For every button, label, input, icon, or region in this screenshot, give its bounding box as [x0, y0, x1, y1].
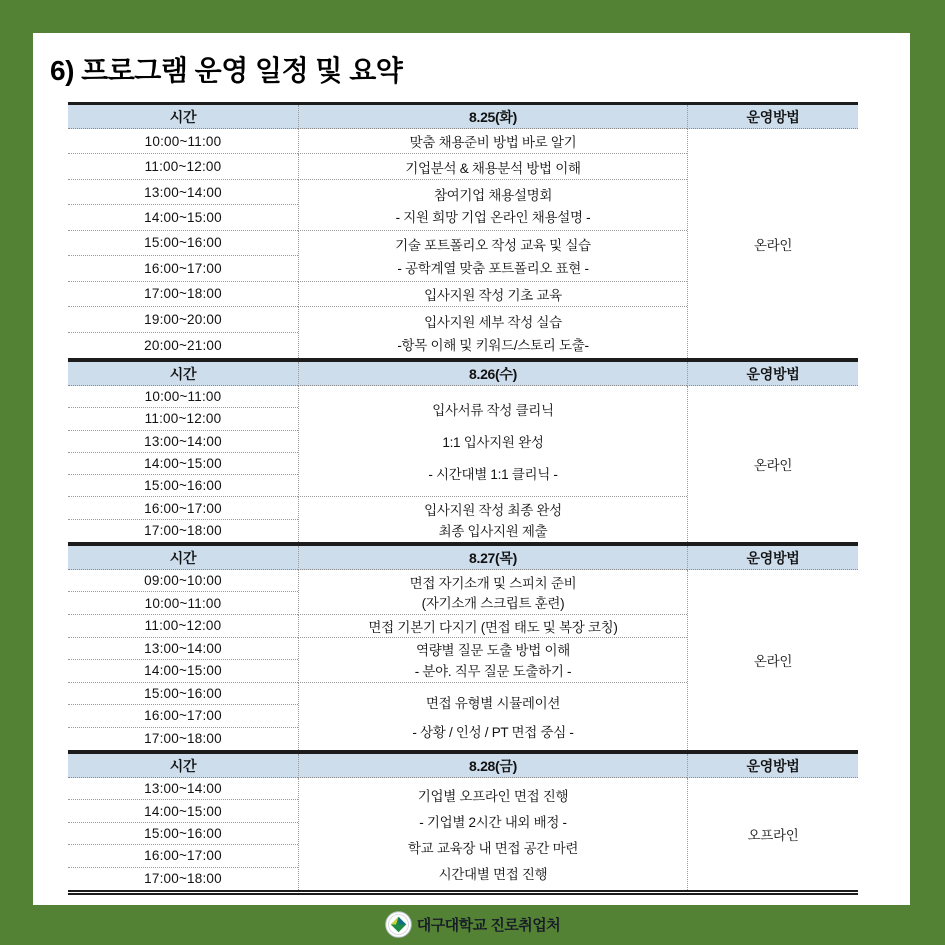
time-cell: 17:00~18:00	[144, 871, 222, 887]
time-cell: 09:00~10:00	[68, 570, 298, 592]
content-group	[298, 386, 687, 497]
time-cell: 16:00~17:00	[68, 497, 298, 519]
header-time-label: 시간	[68, 754, 298, 778]
content-line: 입사지원 작성 최종 완성	[424, 503, 562, 519]
header-method-label: 운영방법	[687, 546, 858, 570]
content-line: (자기소개 스크립트 훈련)	[421, 596, 565, 612]
time-cell: 15:00~16:00	[68, 683, 298, 705]
slide-content	[33, 33, 910, 905]
time-cell: 17:00~18:00	[144, 523, 222, 539]
time-cell: 10:00~11:00	[68, 129, 298, 154]
time-cell: 13:00~14:00	[68, 180, 298, 205]
content-line: - 분야. 직무 질문 도출하기 -	[414, 664, 572, 680]
header-method-label: 운영방법	[687, 362, 858, 386]
time-cell: 16:00~17:00	[68, 705, 298, 727]
content-group	[298, 154, 687, 179]
schedule-section-2	[68, 358, 858, 542]
university-logo-icon	[385, 911, 412, 938]
content-line: - 공학계열 맞춤 포트폴리오 표현 -	[397, 261, 589, 277]
time-cell: 14:00~15:00	[68, 660, 298, 682]
time-cell: 10:00~11:00	[68, 386, 298, 408]
content-line: 입사지원 작성 기초 교육	[424, 287, 562, 303]
time-cell: 19:00~20:00	[68, 307, 298, 332]
content-line: 1:1 입사지원 완성	[442, 435, 544, 451]
header-method-label: 운영방법	[687, 754, 858, 778]
time-cell: 14:00~15:00	[68, 800, 298, 822]
content-group	[298, 683, 687, 750]
content-group	[298, 307, 687, 358]
time-cell: 15:00~16:00	[68, 475, 298, 497]
header-date-label: 8.25(화)	[298, 105, 687, 129]
header-date-label: 8.28(금)	[298, 754, 687, 778]
time-cell: 20:00~21:00	[144, 337, 222, 353]
footer-org-name: 대구대학교 진로취업처	[416, 917, 561, 934]
header-method-label: 운영방법	[687, 105, 858, 129]
schedule-tables	[68, 102, 858, 895]
content-line: 최종 입사지원 제출	[438, 524, 548, 540]
content-line: 면접 유형별 시뮬레이션	[425, 696, 561, 712]
content-line: - 기업별 2시간 내외 배정 -	[419, 814, 567, 830]
time-cell: 17:00~18:00	[68, 282, 298, 307]
content-group	[298, 778, 687, 890]
content-line: 입사지원 세부 작성 실습	[424, 315, 562, 331]
schedule-section-4	[68, 750, 858, 890]
content-line: 참여기업 채용설명회	[433, 187, 553, 203]
content-group	[298, 497, 687, 542]
method-cell: 오프라인	[687, 778, 858, 890]
content-group	[298, 282, 687, 307]
content-group	[298, 638, 687, 683]
content-group	[298, 129, 687, 154]
time-cell: 13:00~14:00	[68, 638, 298, 660]
time-cell: 15:00~16:00	[68, 231, 298, 256]
content-line: 기업분석 & 채용분석 방법 이해	[405, 160, 581, 176]
content-line: - 시간대별 1:1 클리닉 -	[428, 467, 558, 483]
content-group	[298, 615, 687, 638]
header-time-label: 시간	[68, 362, 298, 386]
time-cell: 17:00~18:00	[144, 731, 222, 747]
content-group	[298, 180, 687, 231]
content-line: 시간대별 면접 진행	[438, 866, 548, 882]
content-line: 면접 기본기 다지기 (면접 태도 및 복장 코칭)	[368, 619, 618, 635]
content-line: 학교 교육장 내 면접 공간 마련	[407, 840, 579, 856]
content-group	[298, 570, 687, 615]
schedule-section-1	[68, 102, 858, 358]
footer	[0, 910, 945, 939]
method-cell: 온라인	[687, 386, 858, 542]
content-group	[298, 231, 687, 282]
time-cell: 14:00~15:00	[68, 453, 298, 475]
header-date-label: 8.27(목)	[298, 546, 687, 570]
time-cell: 11:00~12:00	[68, 615, 298, 638]
content-line: - 상황 / 인성 / PT 면접 중심 -	[412, 724, 574, 740]
time-cell: 16:00~17:00	[68, 845, 298, 867]
time-cell: 11:00~12:00	[68, 408, 298, 430]
header-time-label: 시간	[68, 546, 298, 570]
time-cell: 13:00~14:00	[68, 778, 298, 800]
time-cell: 15:00~16:00	[68, 823, 298, 845]
content-line: 면접 자기소개 및 스피치 준비	[409, 575, 577, 591]
content-line: -항목 이해 및 키워드/스토리 도출-	[397, 338, 589, 354]
time-cell: 10:00~11:00	[68, 592, 298, 614]
time-cell: 14:00~15:00	[68, 205, 298, 230]
content-line: 입사서류 작성 클리닉	[432, 403, 554, 419]
content-line: 기업별 오프라인 면접 진행	[417, 788, 569, 804]
method-cell: 온라인	[687, 129, 858, 358]
time-cell: 11:00~12:00	[68, 154, 298, 179]
time-cell: 16:00~17:00	[68, 256, 298, 281]
method-cell: 온라인	[687, 570, 858, 750]
content-line: 역량별 질문 도출 방법 이해	[416, 643, 570, 659]
content-line: 맞춤 채용준비 방법 바로 알기	[409, 135, 577, 151]
content-line: - 지원 희망 기업 온라인 채용설명 -	[395, 210, 591, 226]
page-title: 6) 프로그램 운영 일정 및 요약	[50, 55, 403, 86]
content-line: 기술 포트폴리오 작성 교육 및 실습	[395, 238, 591, 254]
schedule-section-3	[68, 542, 858, 750]
time-cell: 13:00~14:00	[68, 431, 298, 453]
header-time-label: 시간	[68, 105, 298, 129]
header-date-label: 8.26(수)	[298, 362, 687, 386]
